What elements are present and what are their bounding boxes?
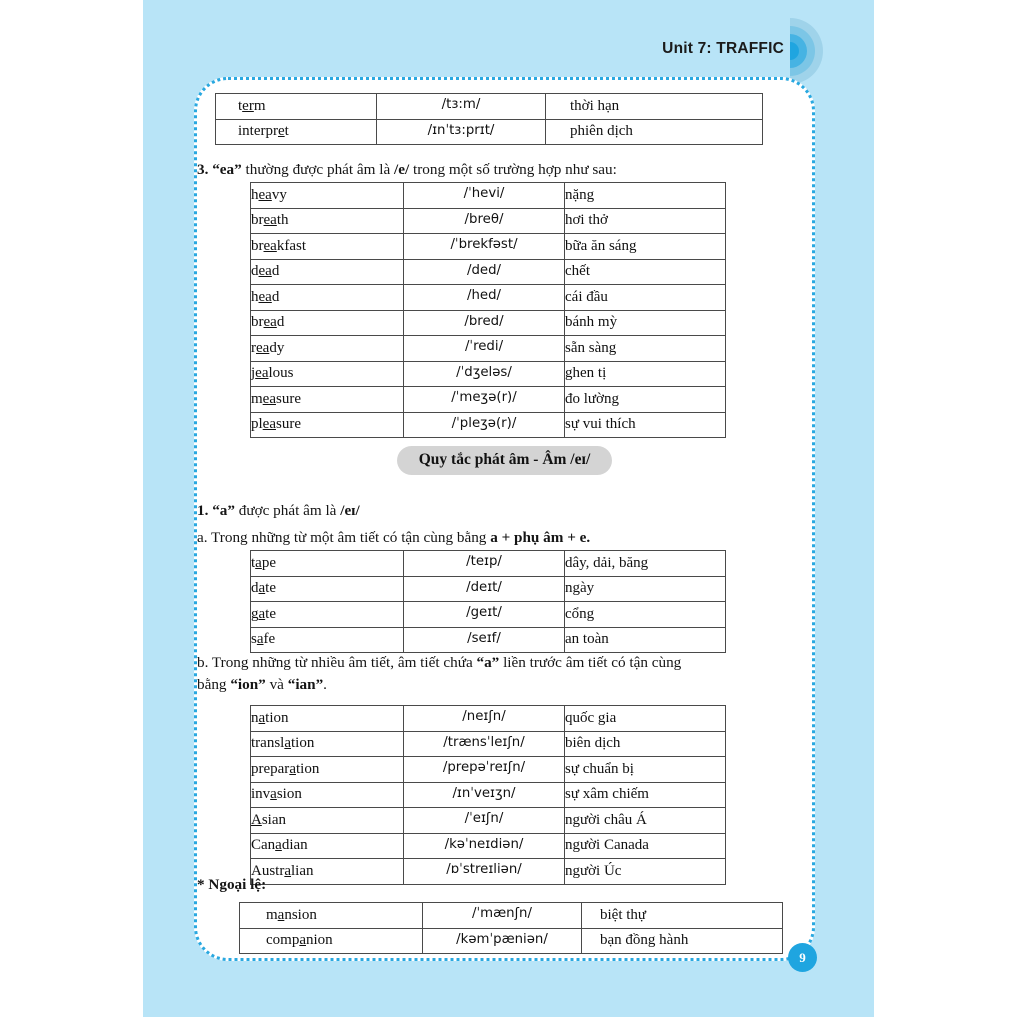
cell-ipa: /kəmˈpæniən/ bbox=[423, 928, 582, 954]
table-row bbox=[251, 757, 726, 783]
heading-ea-number: 3. bbox=[197, 161, 209, 178]
cell-word: Asian bbox=[251, 808, 404, 834]
heading-b-line2-bold2: “ian” bbox=[287, 676, 324, 694]
cell-meaning: bữa ăn sáng bbox=[565, 234, 726, 260]
table-row bbox=[251, 412, 726, 438]
table-exception bbox=[239, 902, 783, 954]
cell-ipa: /bred/ bbox=[404, 310, 565, 336]
cell-meaning: cổng bbox=[565, 602, 726, 628]
heading-b-line1 bbox=[197, 652, 801, 674]
cell-meaning: quốc gia bbox=[565, 706, 726, 732]
cell-word: interpret bbox=[216, 119, 377, 145]
table-row bbox=[251, 782, 726, 808]
table-row bbox=[251, 234, 726, 260]
cell-meaning: chết bbox=[565, 259, 726, 285]
heading-a-bold: a + phụ âm + e. bbox=[490, 529, 591, 546]
heading-ea bbox=[197, 159, 797, 181]
cell-meaning: bạn đồng hành bbox=[582, 928, 783, 954]
heading-b-line2-bold1: “ion” bbox=[230, 676, 266, 694]
cell-ipa: /ˈdʒeləs/ bbox=[404, 361, 565, 387]
cell-ipa: /ˈbrekfəst/ bbox=[404, 234, 565, 260]
heading-1-a bbox=[197, 500, 797, 522]
heading-b-line2 bbox=[197, 674, 801, 696]
cell-word: invasion bbox=[251, 782, 404, 808]
table-exception-wrapper bbox=[239, 902, 783, 954]
table-row bbox=[251, 859, 726, 885]
cell-meaning: nặng bbox=[565, 183, 726, 209]
heading-ea-quoted: “ea” bbox=[212, 161, 242, 178]
cell-ipa: /breθ/ bbox=[404, 208, 565, 234]
table-er-wrapper bbox=[215, 93, 763, 145]
cell-word: gate bbox=[251, 602, 404, 628]
table-row bbox=[251, 259, 726, 285]
cell-word: Australian bbox=[251, 859, 404, 885]
cell-ipa: /tɜ:m/ bbox=[377, 94, 546, 120]
cell-word: date bbox=[251, 576, 404, 602]
cell-meaning: dây, dải, băng bbox=[565, 551, 726, 577]
cell-word: measure bbox=[251, 387, 404, 413]
heading-b-line2-mid: và bbox=[265, 676, 288, 694]
heading-b-sub bbox=[197, 652, 801, 696]
heading-1-mid: được phát âm là bbox=[234, 502, 341, 519]
cell-ipa: /kəˈneɪdiən/ bbox=[404, 833, 565, 859]
heading-exception bbox=[197, 874, 266, 896]
cell-word: jealous bbox=[251, 361, 404, 387]
cell-word: term bbox=[216, 94, 377, 120]
concentric-rings-decoration bbox=[790, 18, 842, 84]
heading-b-line1-start: b. Trong những từ nhiều âm tiết, âm tiết chứa bbox=[197, 654, 477, 671]
cell-word: mansion bbox=[240, 903, 423, 929]
table-row bbox=[251, 551, 726, 577]
cell-word: ready bbox=[251, 336, 404, 362]
cell-word: Canadian bbox=[251, 833, 404, 859]
cell-word: tape bbox=[251, 551, 404, 577]
cell-word: companion bbox=[240, 928, 423, 954]
cell-word: bread bbox=[251, 310, 404, 336]
heading-b-line1-end: liền trước âm tiết có tận cùng bbox=[499, 654, 682, 671]
cell-ipa: /ˈredi/ bbox=[404, 336, 565, 362]
heading-ea-mid: thường được phát âm là bbox=[241, 161, 395, 178]
cell-meaning: cái đầu bbox=[565, 285, 726, 311]
table-row bbox=[251, 627, 726, 653]
table-a-cons-e-body bbox=[251, 551, 726, 653]
table-ea-wrapper bbox=[250, 182, 726, 438]
table-er-body bbox=[216, 94, 763, 145]
table-row bbox=[251, 706, 726, 732]
heading-b-line2-end: . bbox=[323, 676, 327, 694]
table-row bbox=[251, 336, 726, 362]
heading-ea-sound: /e/ bbox=[394, 161, 410, 178]
cell-meaning: ngày bbox=[565, 576, 726, 602]
cell-word: breakfast bbox=[251, 234, 404, 260]
cell-meaning: an toàn bbox=[565, 627, 726, 653]
cell-word: safe bbox=[251, 627, 404, 653]
table-er bbox=[215, 93, 763, 145]
heading-1-number: 1. bbox=[197, 502, 209, 519]
heading-1-quoted: “a” bbox=[212, 502, 235, 519]
cell-meaning: người Úc bbox=[565, 859, 726, 885]
cell-ipa: /teɪp/ bbox=[404, 551, 565, 577]
cell-word: pleasure bbox=[251, 412, 404, 438]
table-row bbox=[251, 808, 726, 834]
cell-ipa: /ˈmænʃn/ bbox=[423, 903, 582, 929]
cell-meaning: đo lường bbox=[565, 387, 726, 413]
cell-meaning: sẵn sàng bbox=[565, 336, 726, 362]
cell-meaning: sự chuẩn bị bbox=[565, 757, 726, 783]
section-pill-heading: Quy tắc phát âm - Âm /eɪ/ bbox=[397, 446, 613, 475]
table-ion-ian-body bbox=[251, 706, 726, 885]
cell-meaning: người Canada bbox=[565, 833, 726, 859]
table-ea bbox=[250, 182, 726, 438]
cell-ipa: /ˈhevi/ bbox=[404, 183, 565, 209]
cell-ipa: /prepəˈreɪʃn/ bbox=[404, 757, 565, 783]
table-row bbox=[216, 94, 763, 120]
cell-meaning: biệt thự bbox=[582, 903, 783, 929]
table-ea-body bbox=[251, 183, 726, 438]
table-ion-ian bbox=[250, 705, 726, 885]
table-row bbox=[251, 833, 726, 859]
heading-b-line1-bold: “a” bbox=[476, 654, 500, 671]
cell-ipa: /geɪt/ bbox=[404, 602, 565, 628]
table-row bbox=[251, 576, 726, 602]
cell-ipa: /ˈeɪʃn/ bbox=[404, 808, 565, 834]
content-card bbox=[194, 77, 815, 961]
cell-word: translation bbox=[251, 731, 404, 757]
book-page bbox=[143, 0, 874, 1017]
cell-ipa: /hed/ bbox=[404, 285, 565, 311]
table-row bbox=[251, 602, 726, 628]
cell-word: preparation bbox=[251, 757, 404, 783]
cell-ipa: /neɪʃn/ bbox=[404, 706, 565, 732]
table-row bbox=[251, 387, 726, 413]
cell-ipa: /ˈpleʒə(r)/ bbox=[404, 412, 565, 438]
cell-ipa: /ɒˈstreɪliən/ bbox=[404, 859, 565, 885]
cell-meaning: phiên dịch bbox=[546, 119, 763, 145]
cell-ipa: /deɪt/ bbox=[404, 576, 565, 602]
heading-a-sub bbox=[197, 527, 797, 549]
content-inner bbox=[197, 80, 812, 958]
cell-meaning: sự xâm chiếm bbox=[565, 782, 726, 808]
cell-meaning: bánh mỳ bbox=[565, 310, 726, 336]
heading-a-start: a. Trong những từ một âm tiết có tận cùng bằng bbox=[197, 529, 491, 546]
cell-meaning: sự vui thích bbox=[565, 412, 726, 438]
table-exception-body bbox=[240, 903, 783, 954]
cell-ipa: /seɪf/ bbox=[404, 627, 565, 653]
cell-word: breath bbox=[251, 208, 404, 234]
cell-ipa: /ɪnˈtɜ:prɪt/ bbox=[377, 119, 546, 145]
cell-ipa: /ded/ bbox=[404, 259, 565, 285]
table-a-cons-e-wrapper bbox=[250, 550, 726, 653]
cell-ipa: /trænsˈleɪʃn/ bbox=[404, 731, 565, 757]
table-row bbox=[240, 903, 783, 929]
heading-b-line2-start: bằng bbox=[197, 676, 231, 694]
cell-ipa: /ɪnˈveɪʒn/ bbox=[404, 782, 565, 808]
cell-word: dead bbox=[251, 259, 404, 285]
cell-ipa: /ˈmeʒə(r)/ bbox=[404, 387, 565, 413]
table-row bbox=[251, 361, 726, 387]
cell-word: head bbox=[251, 285, 404, 311]
table-row bbox=[251, 183, 726, 209]
cell-meaning: biên dịch bbox=[565, 731, 726, 757]
table-row bbox=[251, 731, 726, 757]
heading-exception-text: * Ngoại lệ: bbox=[197, 876, 267, 893]
cell-meaning: ghen tị bbox=[565, 361, 726, 387]
table-a-cons-e bbox=[250, 550, 726, 653]
page-number-badge: 9 bbox=[788, 943, 817, 972]
cell-meaning: người châu Á bbox=[565, 808, 726, 834]
page-title: Unit 7: TRAFFIC bbox=[662, 40, 784, 57]
table-row bbox=[251, 208, 726, 234]
table-ion-ian-wrapper bbox=[250, 705, 726, 885]
table-row bbox=[216, 119, 763, 145]
heading-1-sound: /eɪ/ bbox=[340, 502, 360, 519]
table-row bbox=[251, 310, 726, 336]
table-row bbox=[251, 285, 726, 311]
cell-meaning: hơi thở bbox=[565, 208, 726, 234]
pill-heading-wrapper bbox=[197, 446, 812, 475]
cell-meaning: thời hạn bbox=[546, 94, 763, 120]
cell-word: heavy bbox=[251, 183, 404, 209]
heading-ea-end: trong một số trường hợp như sau: bbox=[409, 161, 617, 178]
cell-word: nation bbox=[251, 706, 404, 732]
table-row bbox=[240, 928, 783, 954]
